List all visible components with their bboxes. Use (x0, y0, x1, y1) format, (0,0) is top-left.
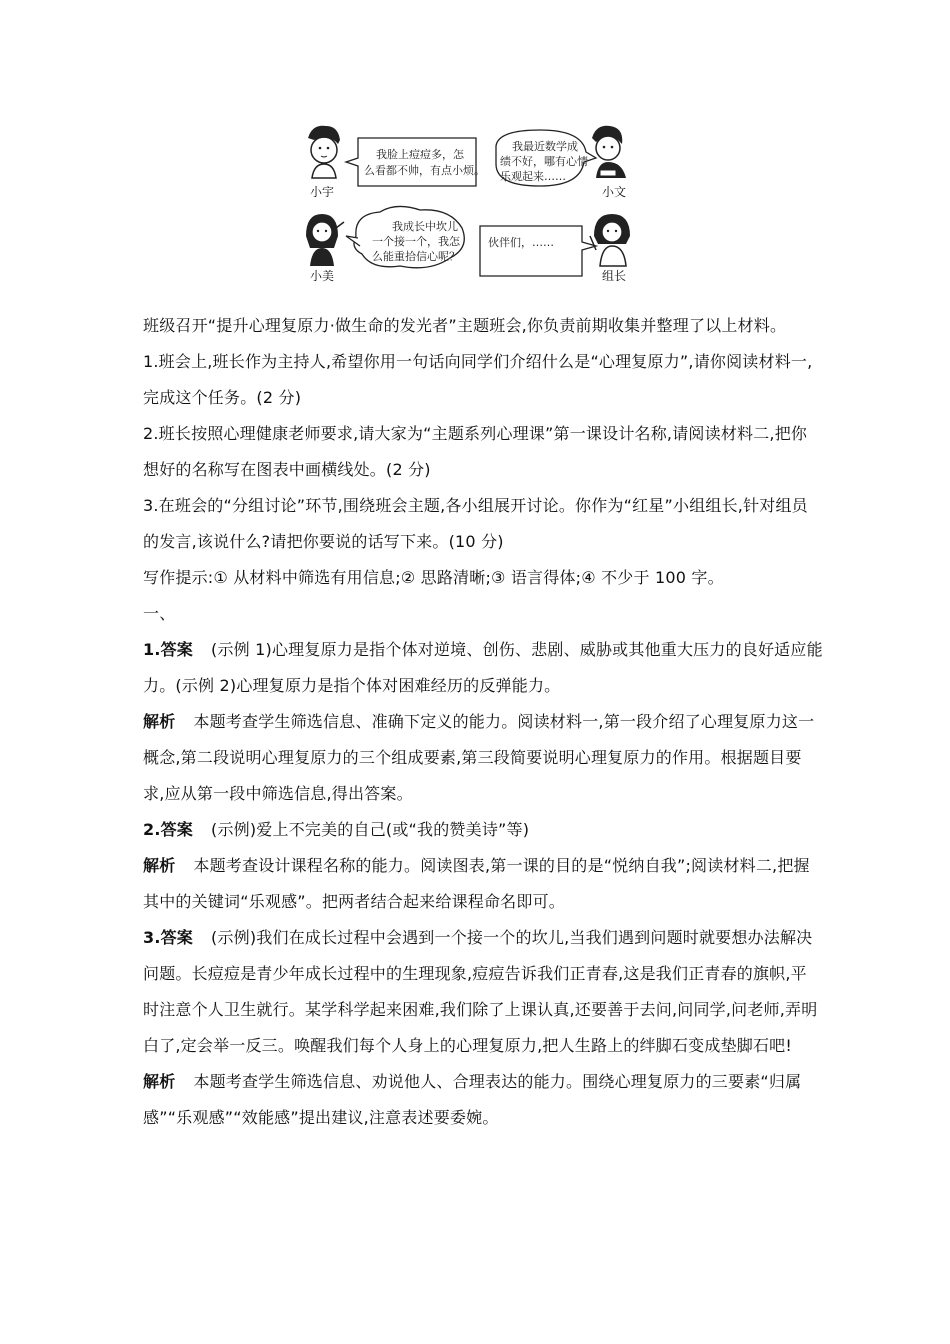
illustration-svg (300, 118, 640, 286)
bubble-line: 一个接一个，我怎 (372, 235, 460, 248)
analysis-text: 本题考查学生筛选信息、准确下定义的能力。阅读材料一,第一段介绍了心理复原力这一概念,第二段说明心理复原力的三个组成要素,第三段简要说明心理复原力的作用。根据题目要求,应从第一段中筛选信息,得出答案。 (143, 712, 815, 803)
bubble-line: 乐观起来…… (500, 170, 566, 183)
intro-paragraph: 班级召开“提升心理复原力·做生命的发光者”主题班会,你负责前期收集并整理了以上材料。 (143, 316, 787, 335)
analysis-2 (143, 848, 823, 920)
dialogue-illustration (300, 118, 640, 286)
bubble-line: 我成长中坎儿 (392, 220, 458, 233)
bubble-line: 么能重拾信心呢？ (372, 250, 460, 263)
bubble-line: 绩不好，哪有心情 (500, 155, 588, 168)
character-zuzhang (590, 214, 630, 266)
question-1: 1.班会上,班长作为主持人,希望你用一句话向同学们介绍什么是“心理复原力”,请你阅读材料一,完成这个任务。(2 分) (143, 352, 813, 407)
document-body (143, 308, 823, 1136)
bubble-line: 我最近数学成 (512, 140, 578, 153)
speaker-name: 小宇 (310, 185, 335, 199)
answer-text: (示例)我们在成长过程中会遇到一个接一个的坎儿,当我们遇到问题时就要想办法解决问题。长痘痘是青少年成长过程中的生理现象,痘痘告诉我们正青春,这是我们正青春的旗帜,平时注意个人卫生就行。某学科学起来困难,我们除了上课认真,还要善于去问,问同学,问老师,弄明白了,定会举一反三。唤醒我们每个人身上的心理复原力,把人生路上的绊脚石变成垫脚石吧! (143, 928, 818, 1055)
writing-tip: 写作提示:① 从材料中筛选有用信息;② 思路清晰;③ 语言得体;④ 不少于 100 字。 (143, 568, 724, 587)
section-heading: 一、 (143, 604, 176, 623)
answer-text: (示例)爱上不完美的自己(或“我的赞美诗”等) (211, 820, 530, 839)
analysis-1 (143, 704, 823, 812)
answer-text: (示例 1)心理复原力是指个体对逆境、创伤、悲剧、威胁或其他重大压力的良好适应能力。(示例 2)心理复原力是指个体对困难经历的反弹能力。 (143, 640, 823, 695)
answer-2 (143, 812, 823, 848)
bubble-line: 我脸上痘痘多，怎 (376, 148, 464, 161)
analysis-label: 解析 (143, 856, 176, 875)
bubble-line: 么看都不帅，有点小烦。 (364, 164, 485, 177)
speech-bubble-zuzhang (480, 226, 596, 276)
speaker-name: 组长 (602, 269, 627, 283)
question-2: 2.班长按照心理健康老师要求,请大家为“主题系列心理课”第一课设计名称,请阅读材料二,把你想好的名称写在图表中画横线处。(2 分) (143, 424, 808, 479)
answer-label: 3.答案 (143, 928, 194, 947)
analysis-label: 解析 (143, 1072, 176, 1091)
speaker-name: 小文 (602, 185, 627, 199)
character-xiaomei (306, 214, 344, 266)
answer-1 (143, 632, 823, 704)
character-xiaoyu (308, 126, 340, 178)
answer-label: 2.答案 (143, 820, 194, 839)
speech-bubble-xiaowen (496, 130, 596, 186)
analysis-text: 本题考查学生筛选信息、劝说他人、合理表达的能力。围绕心理复原力的三要素“归属感”“乐观感”“效能感”提出建议,注意表述要委婉。 (143, 1072, 802, 1127)
speech-bubble-xiaoyu (346, 138, 485, 186)
analysis-3 (143, 1064, 823, 1136)
answer-3 (143, 920, 823, 1064)
speech-bubble-xiaomei (346, 206, 464, 267)
analysis-text: 本题考查设计课程名称的能力。阅读图表,第一课的目的是“悦纳自我”;阅读材料二,把握其中的关键词“乐观感”。把两者结合起来给课程命名即可。 (143, 856, 810, 911)
speaker-name: 小美 (310, 269, 335, 283)
character-xiaowen (592, 126, 626, 178)
bubble-line: 伙伴们，…… (488, 236, 554, 249)
analysis-label: 解析 (143, 712, 176, 731)
answer-label: 1.答案 (143, 640, 194, 659)
question-3: 3.在班会的“分组讨论”环节,围绕班会主题,各小组展开讨论。你作为“红星”小组组长,针对组员的发言,该说什么?请把你要说的话写下来。(10 分) (143, 496, 808, 551)
